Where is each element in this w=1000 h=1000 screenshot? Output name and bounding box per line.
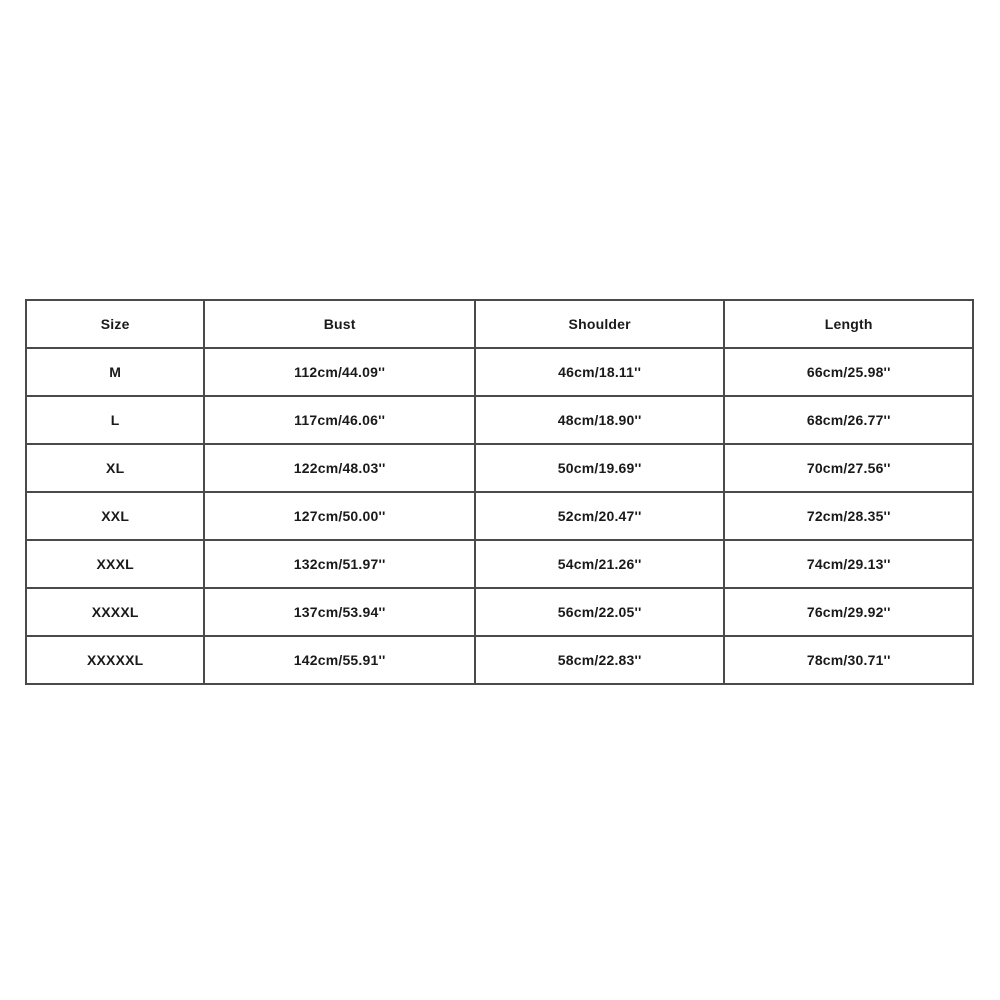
cell-length: 78cm/30.71''	[724, 636, 973, 684]
cell-shoulder: 56cm/22.05''	[475, 588, 725, 636]
cell-size: L	[26, 396, 204, 444]
header-size: Size	[26, 300, 204, 348]
cell-bust: 142cm/55.91''	[204, 636, 475, 684]
table-row	[26, 492, 973, 540]
cell-bust: 127cm/50.00''	[204, 492, 475, 540]
cell-bust: 137cm/53.94''	[204, 588, 475, 636]
table-row	[26, 636, 973, 684]
table-row	[26, 588, 973, 636]
cell-bust: 122cm/48.03''	[204, 444, 475, 492]
table-row	[26, 540, 973, 588]
cell-shoulder: 54cm/21.26''	[475, 540, 725, 588]
cell-length: 76cm/29.92''	[724, 588, 973, 636]
cell-shoulder: 58cm/22.83''	[475, 636, 725, 684]
size-chart-table	[25, 299, 974, 685]
cell-size: XXXL	[26, 540, 204, 588]
cell-shoulder: 46cm/18.11''	[475, 348, 725, 396]
header-bust: Bust	[204, 300, 475, 348]
cell-bust: 132cm/51.97''	[204, 540, 475, 588]
table-header-row	[26, 300, 973, 348]
table-row	[26, 444, 973, 492]
cell-bust: 112cm/44.09''	[204, 348, 475, 396]
cell-size: XXL	[26, 492, 204, 540]
cell-shoulder: 50cm/19.69''	[475, 444, 725, 492]
cell-size: XXXXL	[26, 588, 204, 636]
cell-length: 66cm/25.98''	[724, 348, 973, 396]
header-shoulder: Shoulder	[475, 300, 725, 348]
cell-size: M	[26, 348, 204, 396]
cell-size: XXXXXL	[26, 636, 204, 684]
cell-shoulder: 48cm/18.90''	[475, 396, 725, 444]
cell-length: 74cm/29.13''	[724, 540, 973, 588]
cell-length: 70cm/27.56''	[724, 444, 973, 492]
cell-bust: 117cm/46.06''	[204, 396, 475, 444]
cell-length: 72cm/28.35''	[724, 492, 973, 540]
table-row	[26, 396, 973, 444]
cell-size: XL	[26, 444, 204, 492]
header-length: Length	[724, 300, 973, 348]
cell-length: 68cm/26.77''	[724, 396, 973, 444]
table-row	[26, 348, 973, 396]
cell-shoulder: 52cm/20.47''	[475, 492, 725, 540]
